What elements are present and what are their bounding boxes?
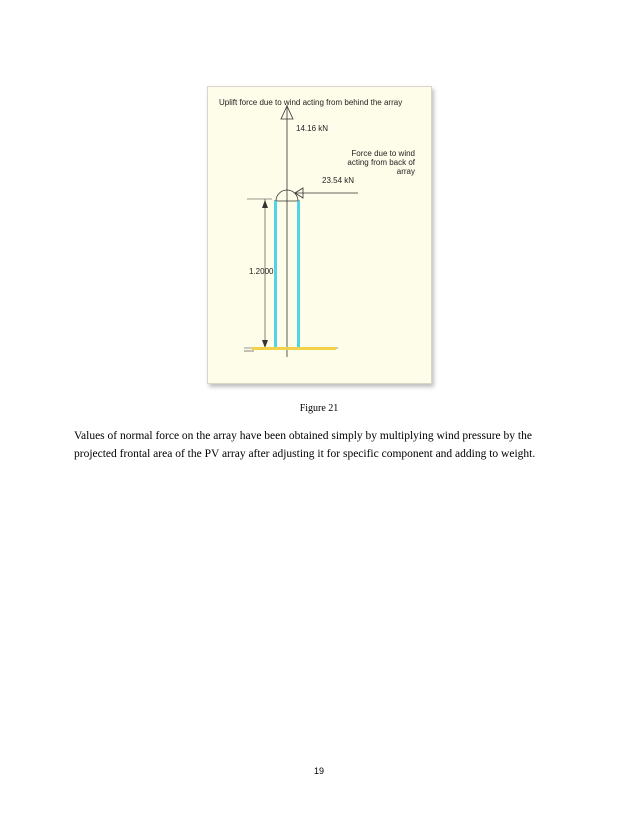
figure-caption: Figure 21 [299, 403, 339, 414]
ground-base [252, 347, 336, 350]
left-post [274, 201, 277, 349]
height-label: 1.2000 [249, 267, 274, 276]
page-number: 19 [313, 766, 324, 776]
uplift-value: 14.16 kN [296, 124, 329, 133]
body-paragraph: Values of normal force on the array have been obtained simply by multiplying wind pressure by the projected frontal area of the PV array after adjusting it for specific component and adding to weight. [74, 430, 536, 460]
force-diagram-figure [207, 86, 432, 384]
right-post [297, 201, 300, 349]
uplift-label: Uplift force due to wind acting from behind the array [219, 98, 403, 107]
dimension-arrow-bottom-icon [262, 340, 268, 348]
dimension-arrow-top-icon [262, 200, 268, 208]
force-value: 23.54 kN [322, 176, 355, 185]
force-label: Force due to wind acting from back of array [347, 149, 415, 176]
body-paragraph-container [74, 427, 574, 463]
